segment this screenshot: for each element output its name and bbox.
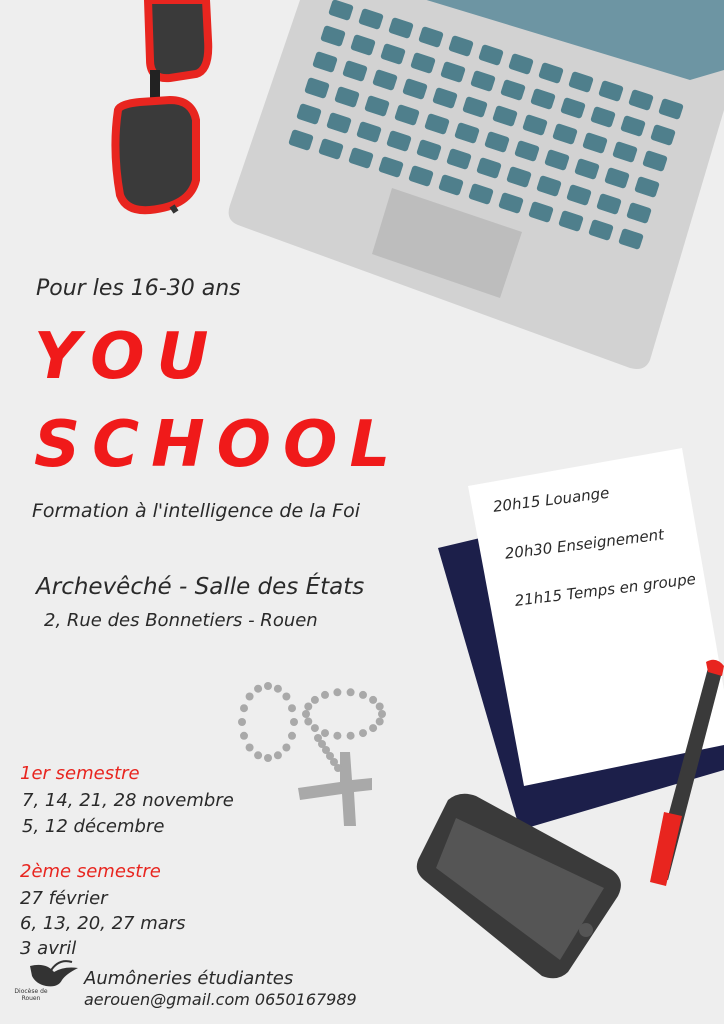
rosary-bead — [359, 729, 367, 737]
rosary-bead — [274, 685, 282, 693]
rosary-bead — [254, 685, 262, 693]
rosary-bead — [304, 703, 312, 711]
schedule-item-enseignement: 20h30 Enseignement — [503, 525, 665, 563]
rosary-bead — [240, 704, 248, 712]
schedule-item-groupe: 21h15 Temps en groupe — [513, 569, 697, 610]
rosary-bead — [240, 732, 248, 740]
diocese-logo-caption: Diocèse de Rouen — [14, 988, 48, 1002]
rosary-bead — [290, 718, 298, 726]
rosary-bead — [376, 718, 384, 726]
rosary-bead — [321, 691, 329, 699]
schedule-item-louange: 20h15 Louange — [492, 483, 611, 516]
rosary-bead — [304, 718, 312, 726]
rosary-bead — [321, 729, 329, 737]
rosary-bead — [347, 688, 355, 696]
smartphone-icon — [417, 794, 621, 979]
rosary-bead — [282, 693, 290, 701]
semester-2-title: 2ème semestre — [20, 861, 161, 882]
title-line-you: YOU — [34, 320, 221, 394]
rosary-icon — [238, 682, 386, 826]
rosary-bead — [311, 724, 319, 732]
rosary-bead — [288, 704, 296, 712]
rosary-bead — [369, 696, 377, 704]
semester-2-dates-line-3: 3 avril — [20, 938, 77, 959]
title-line-school: SCHOOL — [34, 408, 403, 482]
rosary-bead — [246, 744, 254, 752]
subtitle: Formation à l'intelligence de la Foi — [32, 500, 360, 522]
semester-1-dates-line-2: 5, 12 décembre — [22, 816, 165, 837]
rosary-bead — [311, 696, 319, 704]
semester-1-title: 1er semestre — [20, 763, 140, 784]
sunglasses-icon — [115, 0, 208, 212]
semester-1-dates-line-1: 7, 14, 21, 28 novembre — [22, 790, 234, 811]
contact-info: aerouen@gmail.com 0650167989 — [84, 990, 357, 1009]
semester-2-dates-line-2: 6, 13, 20, 27 mars — [20, 913, 186, 934]
semester-2-dates-line-1: 27 février — [20, 888, 108, 909]
schedule-list — [492, 472, 721, 666]
rosary-bead — [274, 751, 282, 759]
rosary-bead — [347, 732, 355, 740]
venue-name: Archevêché - Salle des États — [36, 574, 365, 600]
age-range-label: Pour les 16-30 ans — [36, 276, 241, 301]
rosary-bead — [334, 764, 342, 772]
venue-address: 2, Rue des Bonnetiers - Rouen — [44, 610, 318, 631]
organization-name: Aumôneries étudiantes — [84, 968, 294, 989]
rosary-bead — [378, 710, 386, 718]
rosary-bead — [264, 754, 272, 762]
rosary-bead — [254, 751, 262, 759]
rosary-bead — [376, 703, 384, 711]
rosary-bead — [302, 710, 310, 718]
rosary-bead — [238, 718, 246, 726]
rosary-bead — [288, 732, 296, 740]
laptop-icon — [229, 0, 724, 369]
rosary-bead — [333, 688, 341, 696]
rosary-bead — [246, 693, 254, 701]
dove-logo-icon — [30, 961, 78, 986]
rosary-bead — [282, 744, 290, 752]
rosary-bead — [359, 691, 367, 699]
rosary-bead — [333, 732, 341, 740]
rosary-bead — [369, 724, 377, 732]
rosary-bead — [264, 682, 272, 690]
